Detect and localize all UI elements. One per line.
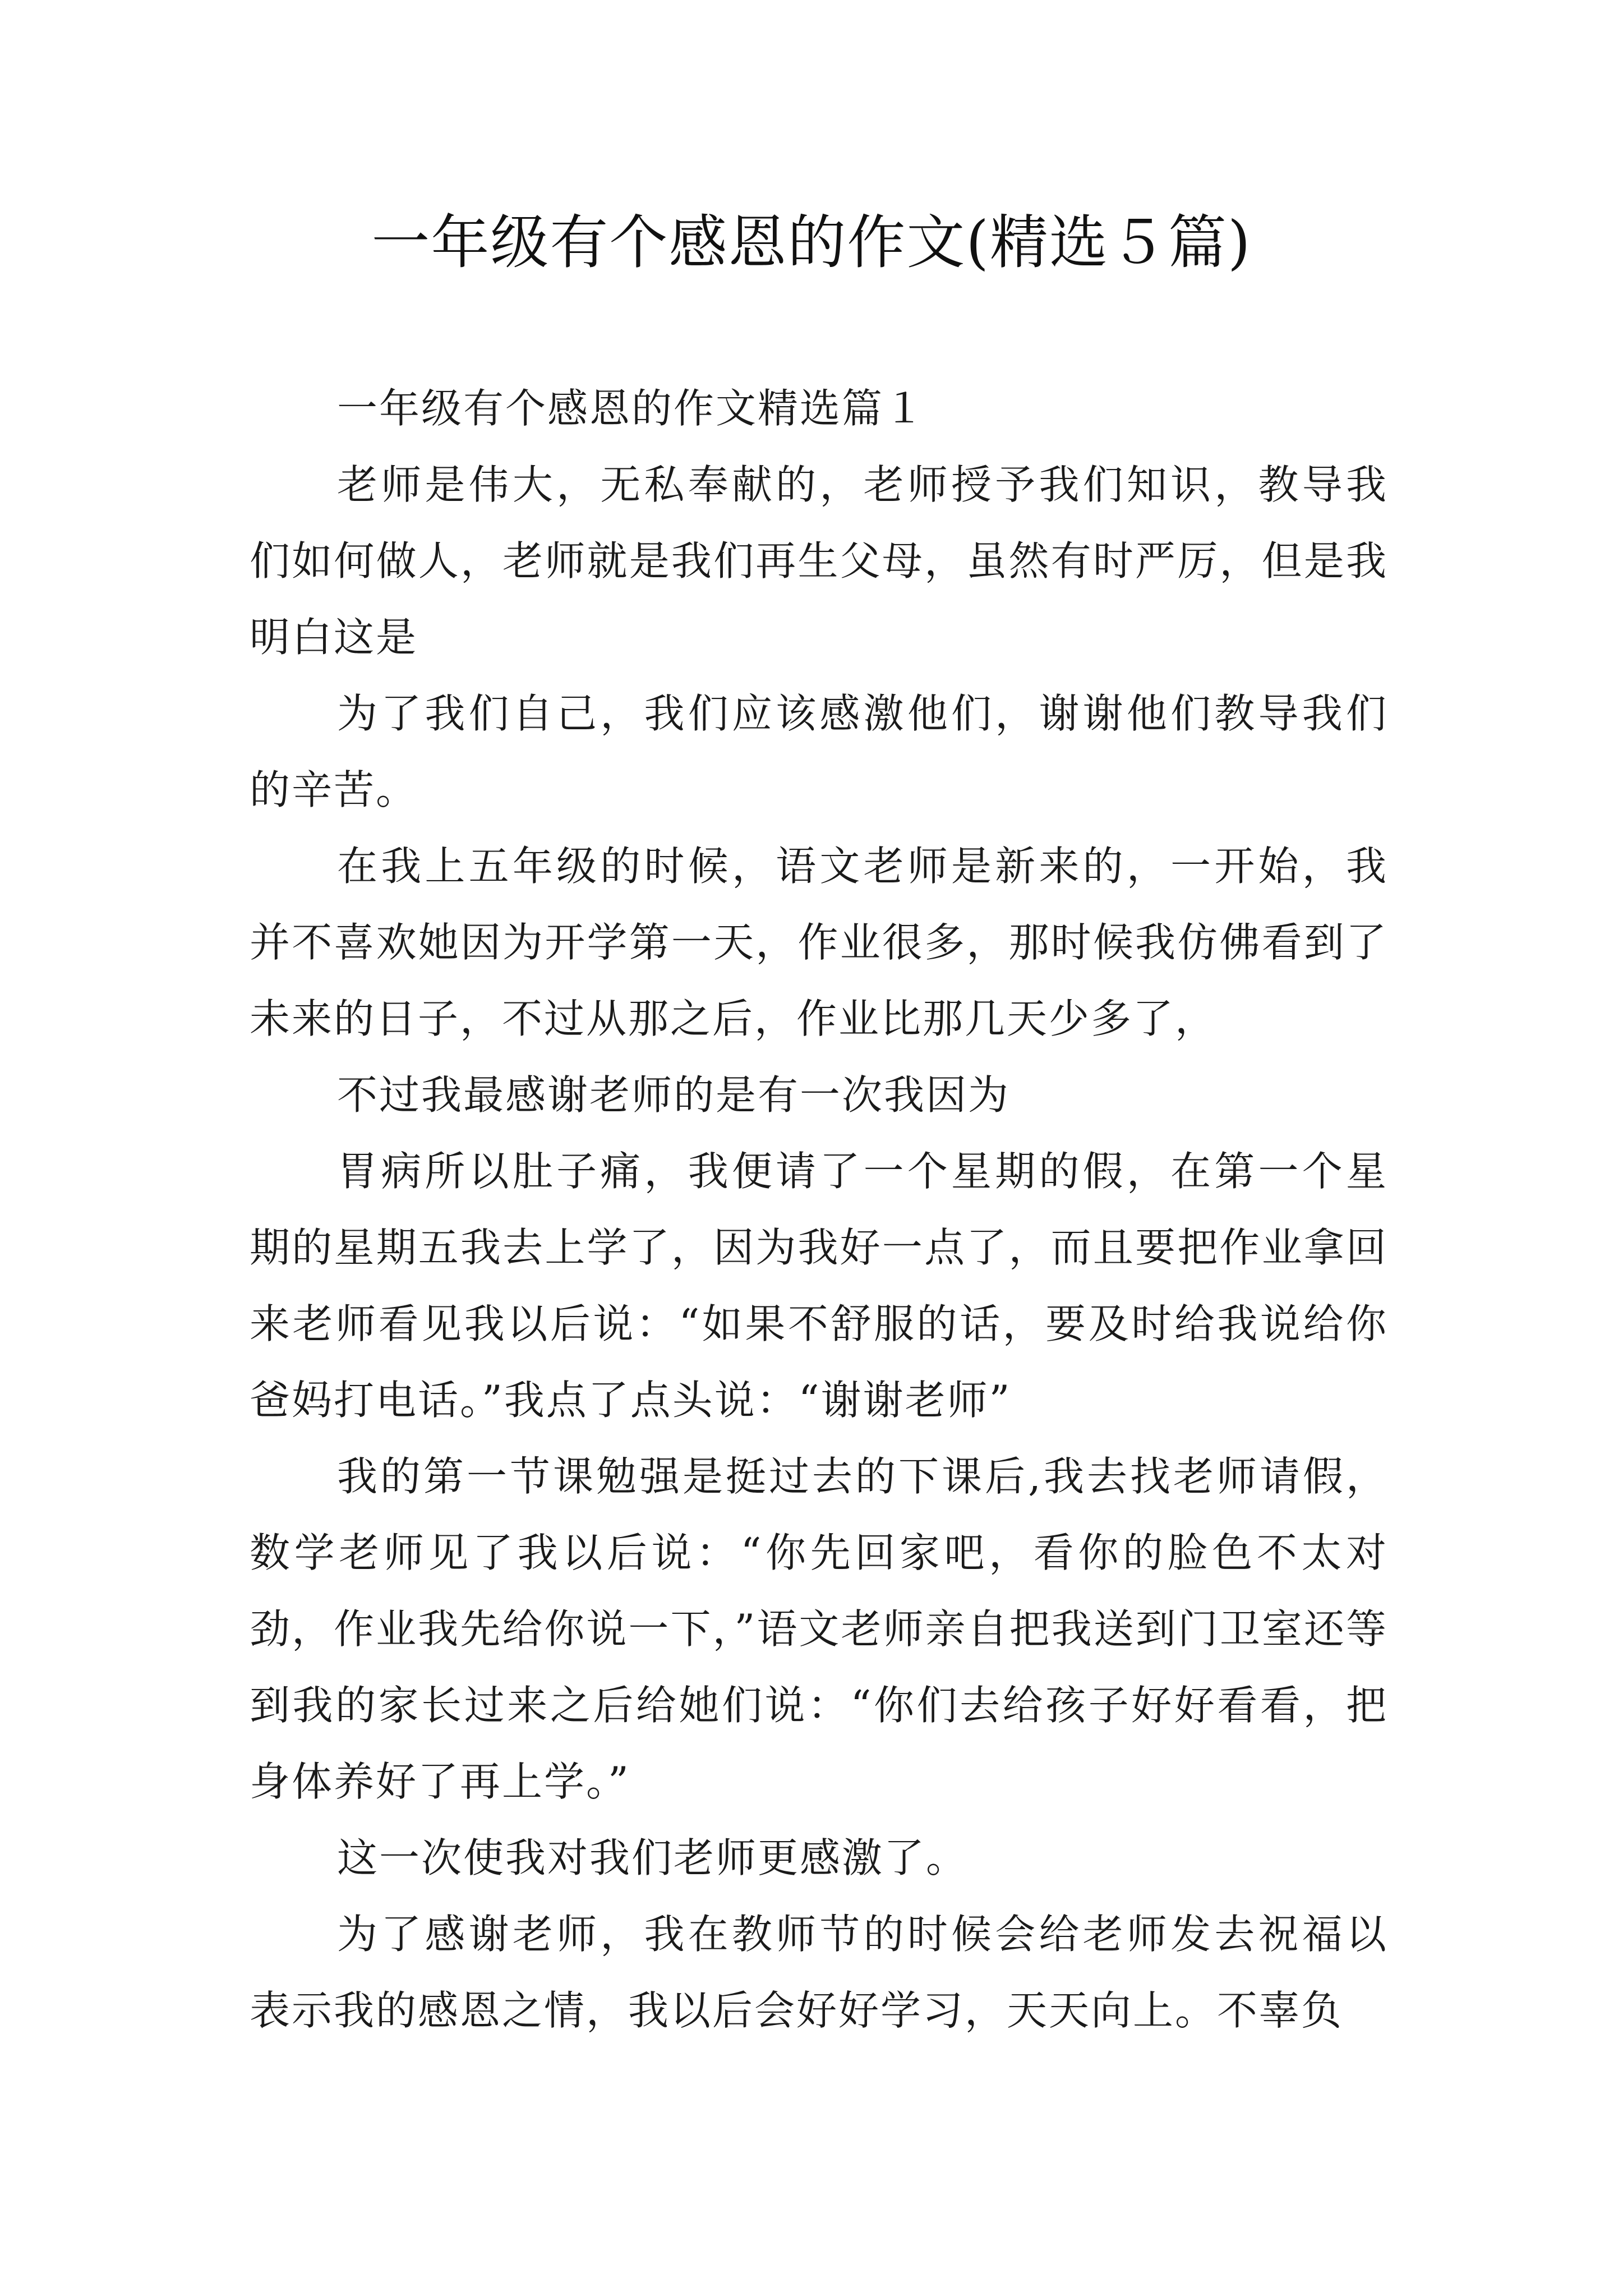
document-title: 一年级有个感恩的作文(精选５篇) [371, 208, 1252, 277]
paragraph: 这一次使我对我们老师更感激了。 [337, 1834, 969, 1881]
paragraph: 胃病所以肚子痛，我便请了一个星期的假，在第一个星期的星期五我去上学了，因为我好一点了，而且要把作业拿回来老师看见我以后说：“如果不舒服的话，要及时给我说给你爸妈打电话。”我点了点头说：“谢谢老师” [250, 1148, 1388, 1424]
paragraph: 在我上五年级的时候，语文老师是新来的，一开始，我并不喜欢她因为开学第一天，作业很多，那时候我仿佛看到了未来的日子，不过从那之后，作业比那几天少多了， [250, 843, 1388, 1042]
paragraph: 为了感谢老师，我在教师节的时候会给老师发去祝福以表示我的感恩之情，我以后会好好学习，天天向上。不辜负 [250, 1911, 1388, 2034]
paragraph: 为了我们自己，我们应该感激他们，谢谢他们教导我们的辛苦。 [250, 690, 1388, 813]
section-heading: 一年级有个感恩的作文精选篇１ [337, 385, 926, 432]
paragraph: 我的第一节课勉强是挺过去的下课后,我去找老师请假，数学老师见了我以后说：“你先回家吧，看你的脸色不太对劲，作业我先给你说一下，”语文老师亲自把我送到门卫室还等到我的家长过来之后给她们说：“你们去给孩子好好看看，把身体养好了再上学。” [250, 1453, 1388, 1805]
paragraph: 老师是伟大，无私奉献的，老师授予我们知识，教导我们如何做人，老师就是我们再生父母，虽然有时严厉，但是我明白这是 [250, 461, 1388, 661]
paragraph: 不过我最感谢老师的是有一次我因为 [337, 1071, 1011, 1119]
document-body [250, 370, 1388, 2049]
